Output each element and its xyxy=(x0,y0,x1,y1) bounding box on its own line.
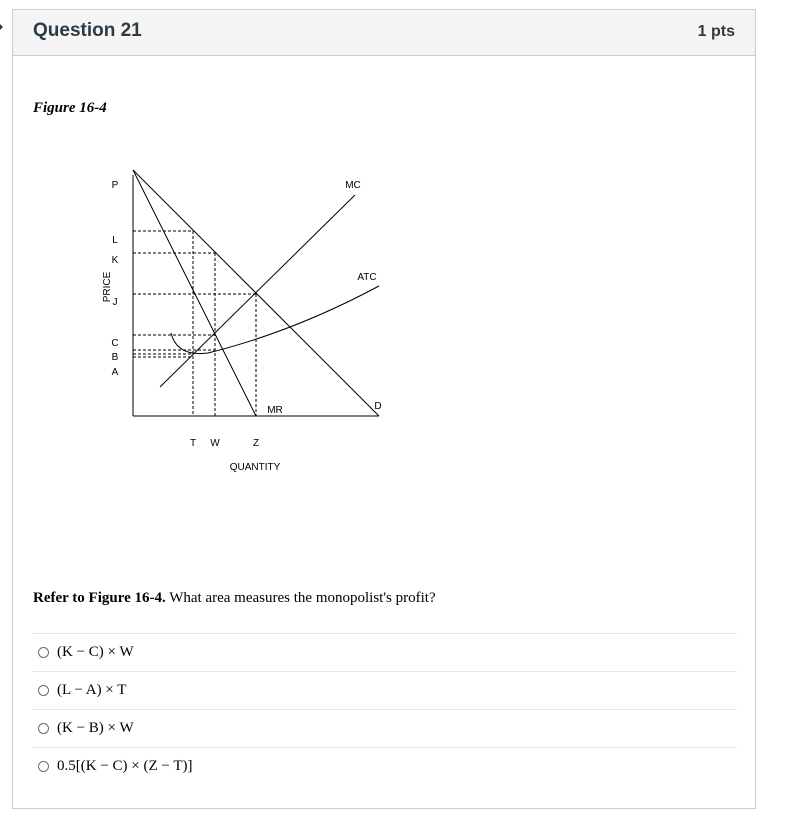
price-label-c: C xyxy=(111,338,119,349)
answer-option-4[interactable] xyxy=(33,747,737,785)
question-points: 1 pts xyxy=(697,23,735,40)
answer-option-3[interactable] xyxy=(33,709,737,747)
average-total-cost-curve xyxy=(171,286,379,354)
answer-text: (K − B) × W xyxy=(57,720,134,736)
marginal-revenue-curve xyxy=(133,170,256,416)
question-prompt xyxy=(33,590,436,607)
d-label: D xyxy=(374,401,382,412)
monopoly-figure xyxy=(83,160,413,480)
mc-label: MC xyxy=(345,180,361,191)
quantity-label-z: Z xyxy=(252,438,260,449)
x-axis-title: QUANTITY xyxy=(229,462,281,473)
quantity-label-w: W xyxy=(210,438,220,449)
price-label-p: P xyxy=(111,180,119,191)
answer-text: (L − A) × T xyxy=(57,682,127,698)
question-card xyxy=(12,9,756,809)
radio-button[interactable] xyxy=(38,761,49,772)
question-title: Question 21 xyxy=(33,20,142,41)
radio-button[interactable] xyxy=(38,685,49,696)
collapse-arrow-icon xyxy=(0,24,3,30)
answer-text: (K − C) × W xyxy=(57,644,134,660)
atc-label: ATC xyxy=(357,272,377,283)
radio-button[interactable] xyxy=(38,647,49,658)
prompt-text: What area measures the monopolist's profit? xyxy=(165,590,436,606)
answer-option-1[interactable] xyxy=(33,633,737,671)
question-header xyxy=(13,10,755,56)
quantity-label-t: T xyxy=(189,438,197,449)
price-label-a: A xyxy=(111,367,119,378)
y-axis-title: PRICE xyxy=(102,271,113,303)
figure-svg xyxy=(83,160,413,480)
prompt-figure-ref: Refer to Figure 16-4. xyxy=(33,590,166,606)
mr-label: MR xyxy=(267,405,283,416)
answer-option-2[interactable] xyxy=(33,671,737,709)
answer-list xyxy=(33,633,737,785)
answer-text: 0.5[(K − C) × (Z − T)] xyxy=(57,758,193,774)
dashed-guides xyxy=(133,231,256,416)
price-label-b: B xyxy=(111,352,119,363)
price-label-k: K xyxy=(111,255,119,266)
price-label-j: J xyxy=(112,297,118,308)
figure-caption: Figure 16-4 xyxy=(33,100,107,116)
marginal-cost-curve xyxy=(160,195,355,387)
radio-button[interactable] xyxy=(38,723,49,734)
price-label-l: L xyxy=(112,235,118,246)
